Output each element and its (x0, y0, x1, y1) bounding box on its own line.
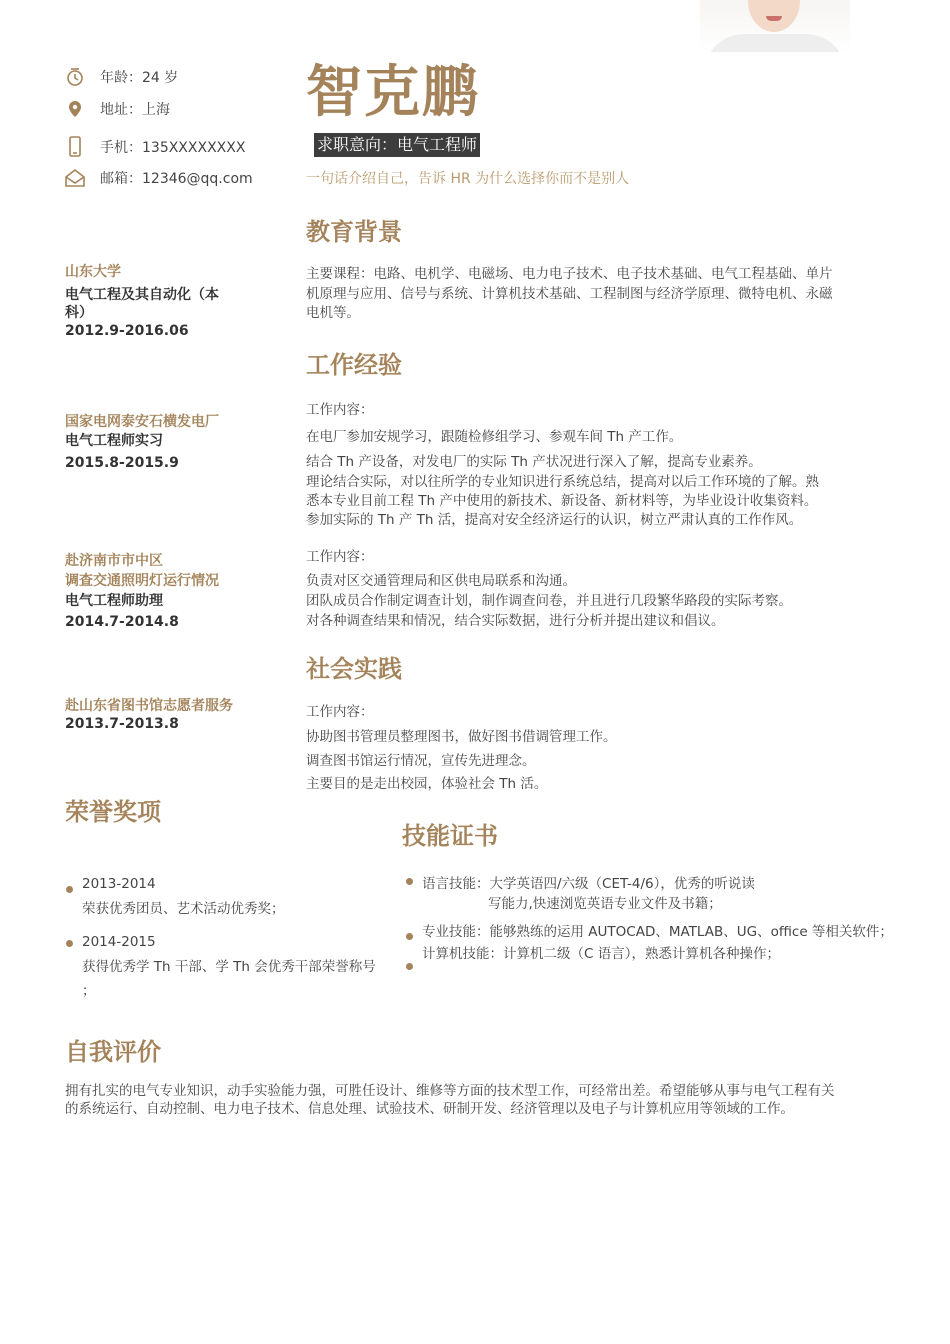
contact-email (64, 167, 253, 189)
honors-title: 荣誉奖项 (65, 798, 161, 826)
social-date: 2013.7-2013.8 (65, 716, 179, 732)
email-text: 邮箱：12346@qq.com (100, 171, 253, 187)
skill-professional: 专业技能：能够熟练的运用 AUTOCAD、MATLAB、UG、office 等相关软件； (422, 924, 893, 940)
location-pin-icon (64, 98, 86, 120)
job1-line: 结合 Th 产设备，对发电厂的实际 Th 产状况进行深入了解，提高专业素养。 (306, 454, 762, 470)
job2-line: 团队成员合作制定调查计划，制作调查问卷，并且进行几段繁华路段的实际考察。 (306, 593, 792, 609)
education-courses-line2: 机原理与应用、信号与系统、计算机技术基础、工程制图与经济学原理、微特电机、永磁 (306, 286, 833, 302)
job2-date: 2014.7-2014.8 (65, 614, 179, 630)
education-major-line1: 电气工程及其自动化（本 (65, 287, 219, 303)
candidate-name: 智克鹏 (306, 60, 480, 125)
job1-date: 2015.8-2015.9 (65, 455, 179, 471)
education-school: 山东大学 (65, 264, 121, 280)
bullet-dot (406, 933, 413, 940)
education-major-line2: 科） (65, 305, 93, 321)
address-text: 地址：上海 (100, 102, 170, 118)
social-title: 社会实践 (306, 655, 402, 683)
job1-line: 参加实际的 Th 产 Th 活，提高对安全经济运行的认识，树立严肃认真的工作作风。 (306, 512, 803, 528)
job2-line: 对各种调查结果和情况，结合实际数据，进行分析并提出建议和倡议。 (306, 613, 725, 629)
education-date: 2012.9-2016.06 (65, 323, 189, 339)
skill-language-line2: 写能力,快速浏览英语专业文件及书籍； (488, 896, 722, 912)
bullet-dot (66, 886, 73, 893)
age-text: 年龄：24 岁 (100, 70, 179, 86)
skill-computer: 计算机技能：计算机二级（C 语言），熟悉计算机各种操作； (422, 946, 780, 962)
job1-line: 悉本专业目前工程 Th 产中使用的新技术、新设备、新材料等，为毕业设计收集资料。 (306, 493, 818, 509)
job1-line: 在电厂参加安规学习，跟随检修组学习、参观车间 Th 产工作。 (306, 429, 683, 445)
education-title: 教育背景 (306, 218, 402, 246)
job2-line: 负责对区交通管理局和区供电局联系和沟通。 (306, 573, 576, 589)
job1-line: 理论结合实际，对以往所学的专业知识进行系统总结，提高对以后工作环境的了解。熟 (306, 474, 819, 490)
self-eval-title: 自我评价 (65, 1038, 161, 1066)
phone-icon (64, 136, 86, 158)
social-label: 工作内容： (306, 704, 374, 720)
job2-org-line2: 调查交通照明灯运行情况 (65, 573, 219, 589)
bullet-dot (66, 940, 73, 947)
bullet-dot (406, 878, 413, 885)
profile-photo (700, 0, 850, 52)
self-eval-line1: 拥有扎实的电气专业知识，动手实验能力强，可胜任设计、维修等方面的技术型工作，可经常出差。希望能够从事与电气工程有关 (65, 1083, 835, 1099)
contact-phone (64, 136, 245, 158)
honor2-text-end: ； (82, 983, 96, 999)
job2-label: 工作内容： (306, 549, 374, 565)
job1-label: 工作内容： (306, 402, 374, 418)
self-eval-line2: 的系统运行、自动控制、电力电子技术、信息处理、试验技术、研制开发、经济管理以及电子与计算机应用等领域的工作。 (65, 1101, 794, 1117)
skills-title: 技能证书 (402, 822, 498, 850)
honor1-text: 荣获优秀团员、艺术活动优秀奖； (82, 901, 285, 917)
honor2-year: 2014-2015 (82, 934, 156, 950)
honor1-year: 2013-2014 (82, 876, 156, 892)
phone-text: 手机：135XXXXXXXX (100, 140, 246, 156)
honor2-text: 获得优秀学 Th 干部、学 Th 会优秀干部荣誉称号 (82, 959, 376, 975)
social-line: 协助图书管理员整理图书，做好图书借调管理工作。 (306, 729, 617, 745)
social-line: 主要目的是走出校园，体验社会 Th 活。 (306, 776, 548, 792)
education-courses-line1: 主要课程：电路、电机学、电磁场、电力电子技术、电子技术基础、电气工程基础、单片 (306, 266, 833, 282)
tagline: 一句话介绍自己，告诉 HR 为什么选择你而不是别人 (306, 171, 630, 187)
education-courses-line3: 电机等。 (306, 305, 360, 321)
skill-language-line1: 语言技能：大学英语四/六级（CET-4/6），优秀的听说读 (422, 876, 755, 892)
bullet-dot (406, 963, 413, 970)
clock-icon (64, 66, 86, 88)
job2-role: 电气工程师助理 (65, 593, 163, 609)
contact-address (64, 98, 170, 120)
mail-icon (64, 167, 86, 189)
work-title: 工作经验 (306, 351, 402, 379)
job1-org: 国家电网泰安石横发电厂 (65, 414, 219, 430)
job-intent: 求职意向：电气工程师 (314, 133, 480, 157)
job2-org-line1: 赴济南市市中区 (65, 553, 163, 569)
social-line: 调查图书馆运行情况，宣传先进理念。 (306, 753, 536, 769)
job1-role: 电气工程师实习 (65, 433, 163, 449)
contact-age (64, 66, 178, 88)
social-org: 赴山东省图书馆志愿者服务 (65, 698, 233, 714)
